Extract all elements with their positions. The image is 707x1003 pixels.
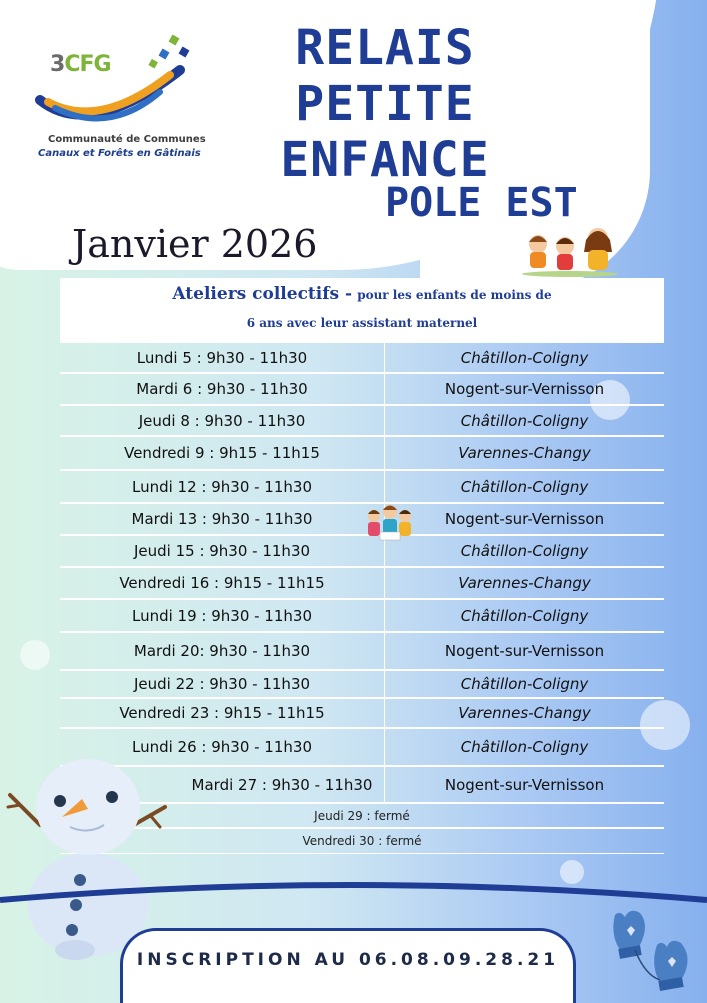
schedule-row	[60, 373, 664, 405]
schedule-day: Lundi 26 : 9h30 - 11h30	[60, 729, 385, 765]
schedule-row	[60, 342, 664, 373]
schedule-place: Varennes-Changy	[458, 444, 591, 462]
schedule-place: Nogent-sur-Vernisson	[444, 642, 605, 660]
schedule-row	[60, 599, 664, 632]
children-illustration	[520, 222, 620, 277]
schedule-row	[60, 405, 664, 436]
schedule-day: Lundi 19 : 9h30 - 11h30	[60, 600, 385, 631]
schedule-row	[60, 632, 664, 670]
closed-day: Vendredi 30 : fermé	[302, 834, 422, 848]
title-line-2: ENFANCE	[280, 132, 490, 188]
schedule-day: Lundi 5 : 9h30 - 11h30	[60, 343, 385, 372]
ateliers-subtitle-cont: 6 ans avec leur assistant maternel	[246, 316, 478, 330]
schedule-day: Jeudi 22 : 9h30 - 11h30	[60, 671, 385, 697]
schedule-day: Vendredi 16 : 9h15 - 11h15	[60, 568, 385, 598]
ateliers-panel	[60, 278, 664, 342]
schedule-place: Châtillon-Coligny	[460, 675, 589, 693]
schedule-place: Varennes-Changy	[458, 704, 591, 722]
registration-phone: INSCRIPTION AU 06.08.09.28.21	[136, 950, 560, 970]
schedule-place: Châtillon-Coligny	[460, 348, 589, 367]
pole-subtitle: POLE EST	[385, 180, 578, 226]
schedule-place: Châtillon-Coligny	[460, 411, 589, 430]
schedule-day: Mardi 6 : 9h30 - 11h30	[60, 374, 385, 404]
logo-community-label: Communauté de Communes	[48, 134, 206, 145]
schedule-place: Châtillon-Coligny	[460, 477, 589, 496]
schedule-row	[60, 436, 664, 470]
schedule-row	[60, 698, 664, 728]
schedule-place: Châtillon-Coligny	[460, 738, 589, 756]
schedule-day: Vendredi 23 : 9h15 - 11h15	[60, 699, 385, 727]
schedule-place: Châtillon-Coligny	[460, 606, 589, 625]
month-heading: Janvier 2026	[72, 222, 318, 266]
schedule-place: Varennes-Changy	[458, 574, 591, 592]
schedule-day: Jeudi 15 : 9h30 - 11h30	[60, 536, 385, 566]
schedule-row	[60, 567, 664, 599]
mittens-illustration	[605, 905, 700, 995]
schedule-place: Châtillon-Coligny	[460, 542, 589, 560]
schedule-day: Lundi 12 : 9h30 - 11h30	[60, 471, 385, 502]
schedule-day: Mardi 20: 9h30 - 11h30	[60, 633, 385, 669]
logo-community-name: Canaux et Forêts en Gâtinais	[38, 148, 201, 159]
schedule-day: Mardi 13 : 9h30 - 11h30	[60, 504, 385, 534]
schedule-place: Nogent-sur-Vernisson	[444, 380, 605, 398]
schedule-day: Mardi 27 : 9h30 - 11h30	[60, 767, 385, 802]
schedule-row	[60, 670, 664, 698]
page-title	[205, 20, 565, 188]
schedule-day: Jeudi 8 : 9h30 - 11h30	[60, 406, 385, 435]
ateliers-subtitle: pour les enfants de moins de	[357, 288, 552, 302]
schedule-place: Nogent-sur-Vernisson	[444, 510, 605, 528]
snowflake-decoration	[20, 640, 50, 670]
closed-day: Jeudi 29 : fermé	[314, 808, 410, 823]
logo-wordmark: 3CFG	[50, 52, 111, 77]
schedule-place: Nogent-sur-Vernisson	[444, 775, 605, 794]
title-line-1: RELAIS PETITE	[295, 20, 475, 132]
schedule-row	[60, 470, 664, 503]
ateliers-heading: Ateliers collectifs -	[172, 284, 353, 304]
schedule-day: Vendredi 9 : 9h15 - 11h15	[60, 437, 385, 469]
reading-children-icon	[362, 502, 417, 544]
